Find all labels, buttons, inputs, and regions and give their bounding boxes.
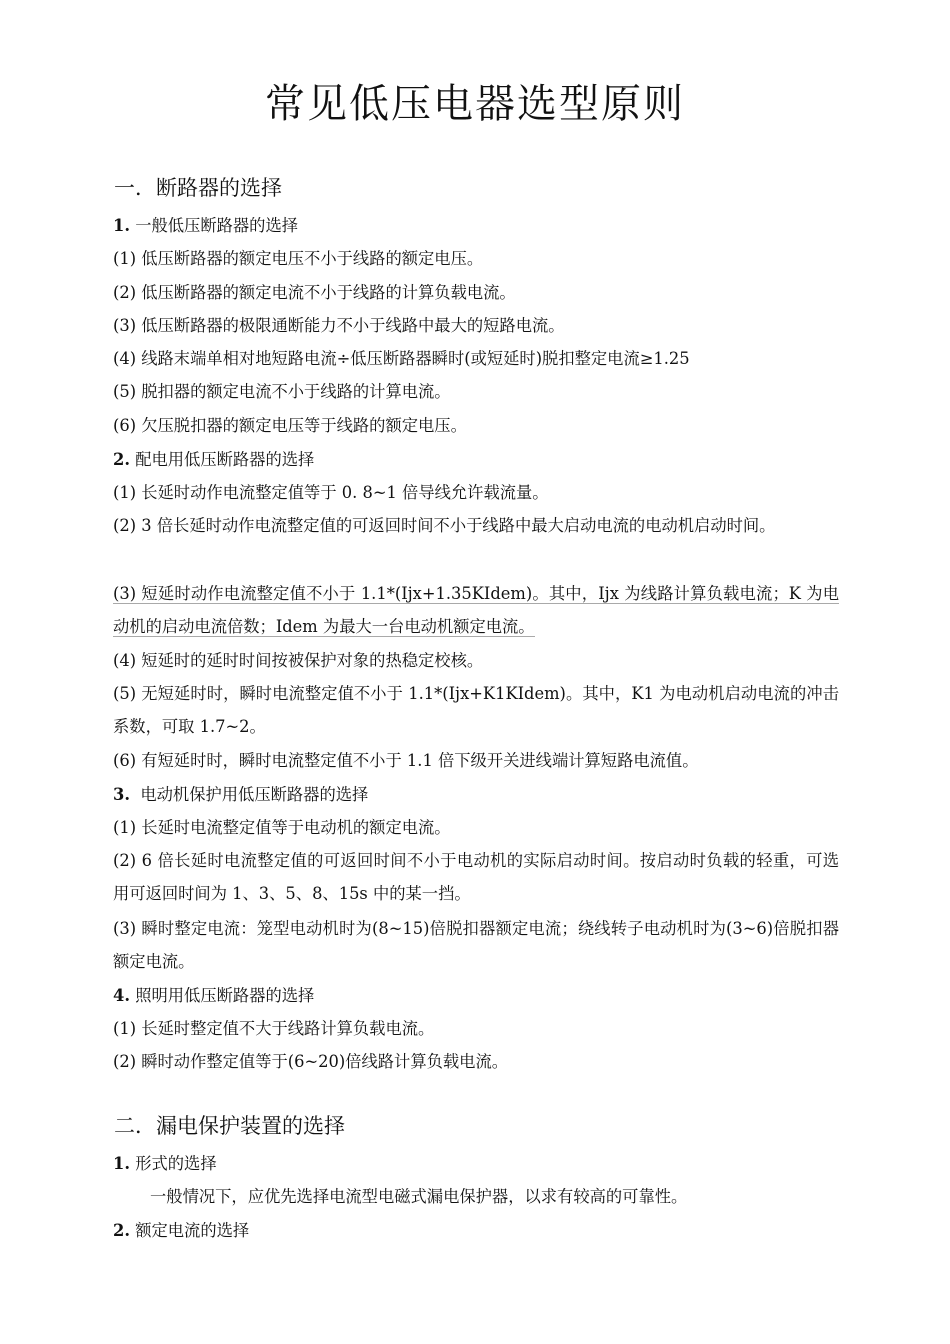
list-item: (4) 线路末端单相对地短路电流÷低压断路器瞬时(或短延时)脱扣整定电流≥1.25 [113, 349, 690, 368]
section-1-heading: 一．断路器的选择 [114, 176, 282, 200]
subsection-label: 额定电流的选择 [135, 1221, 250, 1240]
list-item: (1) 长延时动作电流整定值等于 0. 8~1 倍导线允许载流量。 [113, 483, 549, 502]
list-item: (2) 瞬时动作整定值等于(6~20)倍线路计算负载电流。 [113, 1052, 509, 1071]
list-item: (6) 欠压脱扣器的额定电压等于线路的额定电压。 [113, 416, 467, 435]
list-item: (2) 6 倍长延时电流整定值的可返回时间不小于电动机的实际启动时间。按启动时负载的轻重，可选用可返回时间为 1、3、5、8、15s 中的某一挡。 [113, 851, 839, 904]
subsection-number: 2. [113, 1221, 130, 1240]
list-item: (5) 脱扣器的额定电流不小于线路的计算电流。 [113, 382, 451, 401]
subsection-label: 一般低压断路器的选择 [135, 216, 299, 235]
subsection-1-2-heading [113, 449, 843, 471]
list-item: (1) 低压断路器的额定电压不小于线路的额定电压。 [113, 249, 484, 268]
subsection-label: 配电用低压断路器的选择 [135, 450, 315, 469]
list-item: (3) 瞬时整定电流：笼型电动机时为(8~15)倍脱扣器额定电流；绕线转子电动机时为(3~6)倍脱扣器额定电流。 [113, 919, 839, 972]
subsection-label: 电动机保护用低压断路器的选择 [140, 785, 369, 804]
list-item: (1) 长延时电流整定值等于电动机的额定电流。 [113, 818, 451, 837]
list-item: (5) 无短延时时，瞬时电流整定值不小于 1.1*(Ijx+K1KIdem)。其中，K1 为电动机启动电流的冲击系数，可取 1.7~2。 [113, 684, 839, 737]
subsection-2-1-heading [113, 1153, 843, 1175]
paragraph: 一般情况下，应优先选择电流型电磁式漏电保护器，以求有较高的可靠性。 [150, 1187, 688, 1206]
subsection-number: 1. [113, 1154, 130, 1173]
subsection-label: 照明用低压断路器的选择 [135, 986, 315, 1005]
subsection-1-1-heading [113, 215, 843, 237]
list-item: (2) 低压断路器的额定电流不小于线路的计算负载电流。 [113, 283, 516, 302]
subsection-2-2-heading [113, 1220, 843, 1242]
page-title: 常见低压电器选型原则 [265, 81, 685, 127]
list-item: (3) 低压断路器的极限通断能力不小于线路中最大的短路电流。 [113, 316, 565, 335]
section-2-heading: 二．漏电保护装置的选择 [114, 1114, 345, 1138]
list-item-underlined [113, 577, 839, 644]
list-item: (6) 有短延时时，瞬时电流整定值不小于 1.1 倍下级开关进线端计算短路电流值。 [113, 751, 699, 770]
list-item: (2) 3 倍长延时动作电流整定值的可返回时间不小于线路中最大启动电流的电动机启动时间。 [113, 516, 776, 535]
underlined-text: (3) 短延时动作电流整定值不小于 1.1*(Ijx+1.35KIdem)。其中，Ijx 为线路计算负载电流；K 为电动机的启动电流倍数；Idem 为最大一台电动机额定电流。 [113, 584, 839, 637]
list-item: (1) 长延时整定值不大于线路计算负载电流。 [113, 1019, 435, 1038]
subsection-label: 形式的选择 [135, 1154, 217, 1173]
subsection-number: 3. [113, 785, 130, 804]
subsection-number: 2. [113, 450, 130, 469]
subsection-1-3-heading [113, 784, 843, 806]
list-item: (4) 短延时的延时时间按被保护对象的热稳定校核。 [113, 651, 484, 670]
subsection-1-4-heading [113, 985, 843, 1007]
subsection-number: 1. [113, 216, 130, 235]
subsection-number: 4. [113, 986, 130, 1005]
